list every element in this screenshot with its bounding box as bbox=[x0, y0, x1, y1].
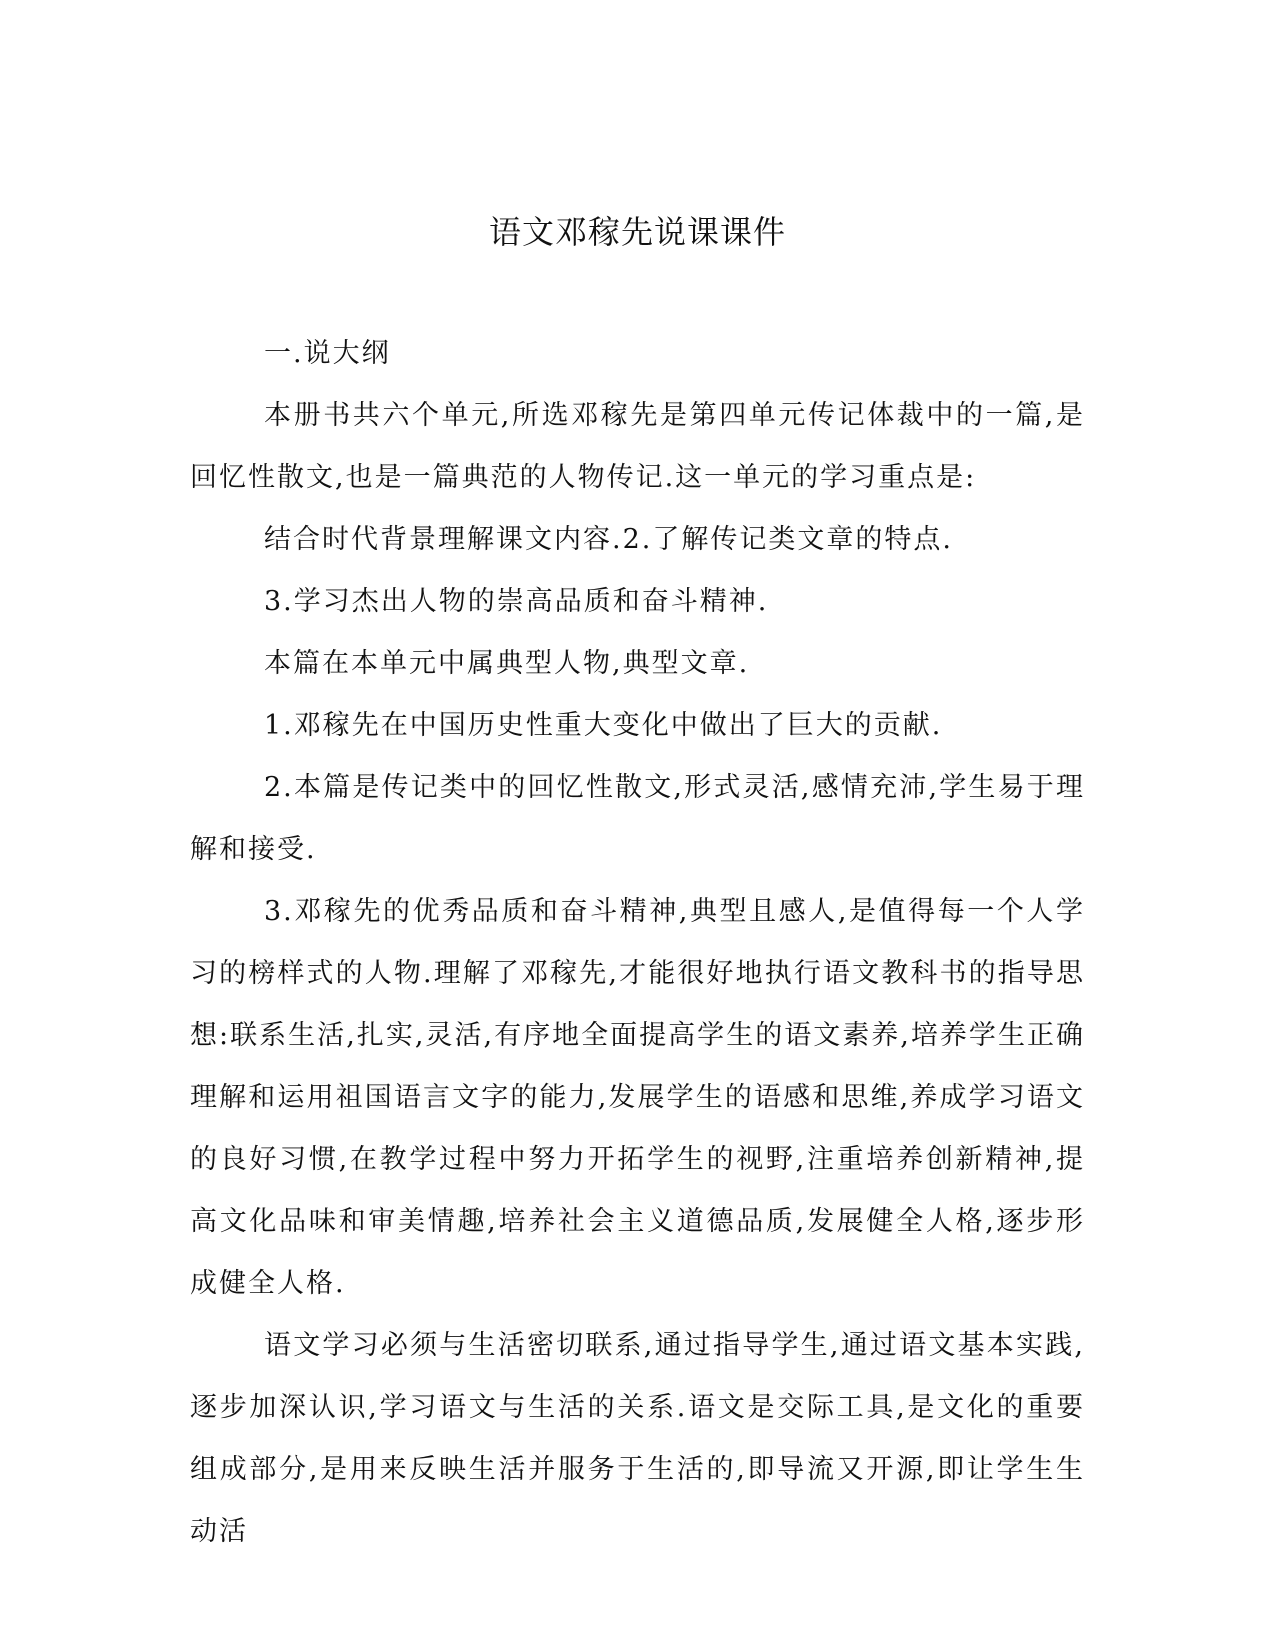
paragraph-outline-heading: 一.说大纲 bbox=[264, 338, 391, 369]
paragraph-book-overview: 本册书共六个单元,所选邓稼先是第四单元传记体裁中的一篇,是回忆性散文,也是一篇典范的人物传记.这一单元的学习重点是: bbox=[190, 400, 1085, 493]
paragraph-focus-1-2: 结合时代背景理解课文内容.2.了解传记类文章的特点. bbox=[264, 524, 953, 555]
paragraph-point-3: 3.邓稼先的优秀品质和奋斗精神,典型且感人,是值得每一个人学习的榜样式的人物.理解了邓稼先,才能很好地执行语文教科书的指导思想:联系生活,扎实,灵活,有序地全面提高学生的语文素养,培养学生正确理解和运用祖国语言文字的能力,发展学生的语感和思维,养成学习语文的良好习惯,在教学过程中努力开拓学生的视野,注重培养创新精神,提高文化品味和审美情趣,培养社会主义道德品质,发展健全人格,逐步形成健全人格. bbox=[190, 896, 1085, 1299]
paragraph-point-2: 2.本篇是传记类中的回忆性散文,形式灵活,感情充沛,学生易于理解和接受. bbox=[190, 772, 1085, 865]
document-body bbox=[190, 323, 1085, 1563]
paragraph-language-life: 语文学习必须与生活密切联系,通过指导学生,通过语文基本实践,逐步加深认识,学习语文与生活的关系.语文是交际工具,是文化的重要组成部分,是用来反映生活并服务于生活的,即导流又开源,即让学生生动活 bbox=[190, 1330, 1085, 1547]
page-title: 语文邓稼先说课课件 bbox=[488, 213, 786, 251]
paragraph-typical-article: 本篇在本单元中属典型人物,典型文章. bbox=[264, 648, 750, 679]
paragraph-focus-3: 3.学习杰出人物的崇高品质和奋斗精神. bbox=[264, 586, 769, 617]
paragraph-point-1: 1.邓稼先在中国历史性重大变化中做出了巨大的贡献. bbox=[264, 710, 943, 741]
